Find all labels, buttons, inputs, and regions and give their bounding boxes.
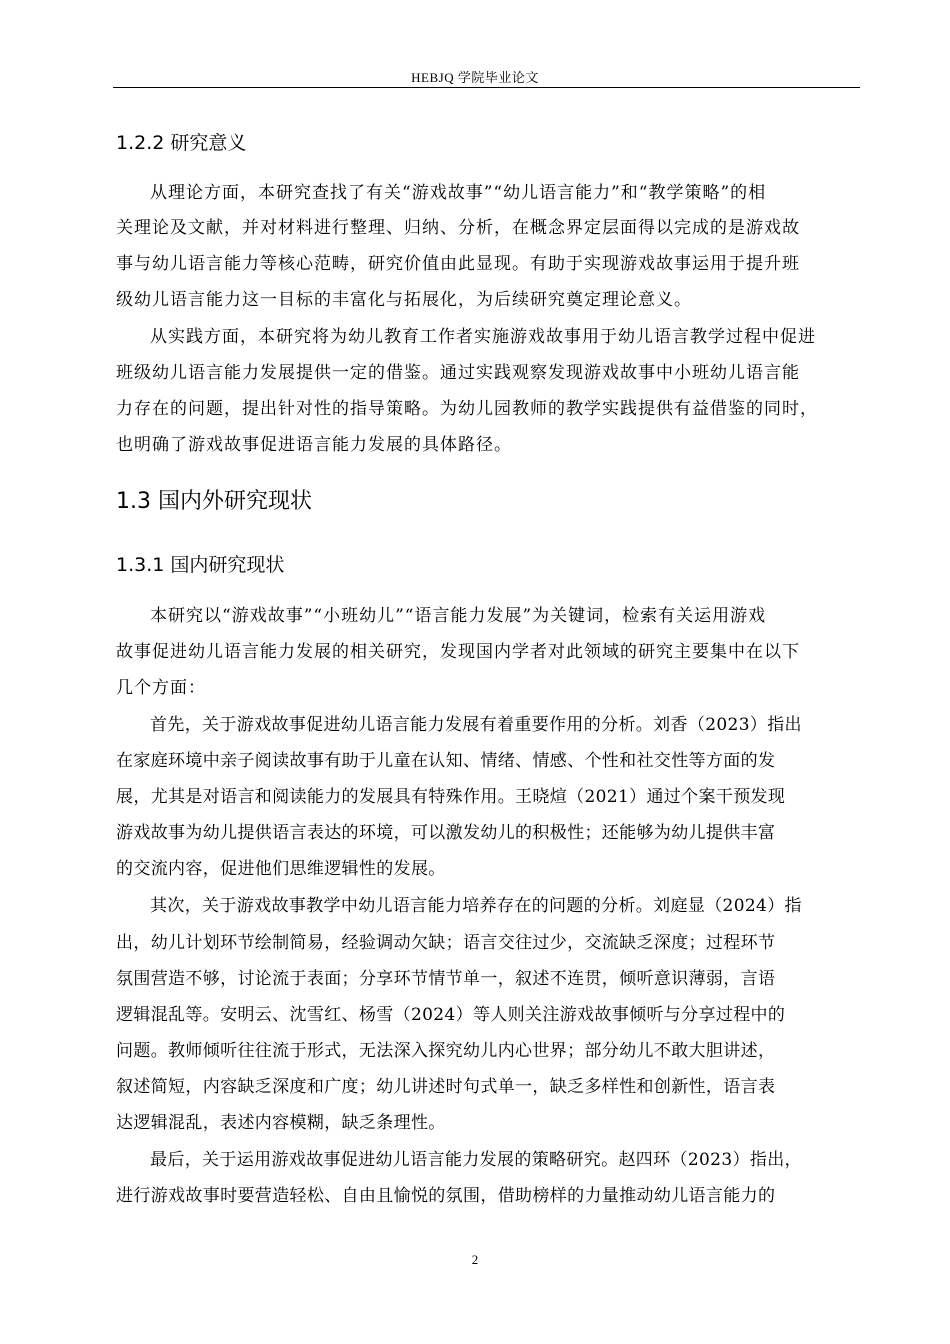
paragraph-line: 班级幼儿语言能力发展提供一定的借鉴。通过实践观察发现游戏故事中小班幼儿语言能 — [116, 363, 800, 383]
paragraph-line: 逻辑混乱等。安明云、沈雪红、杨雪（2024）等人则关注游戏故事倾听与分享过程中的 — [116, 1005, 786, 1025]
paragraph-line: 从实践方面，本研究将为幼儿教育工作者实施游戏故事用于幼儿语言教学过程中促进 — [150, 327, 816, 347]
paragraph-line: 最后，关于运用游戏故事促进幼儿语言能力发展的策略研究。赵四环（2023）指出， — [150, 1150, 802, 1170]
page-number: 2 — [471, 1252, 479, 1267]
paragraph-line: 的交流内容，促进他们思维逻辑性的发展。 — [116, 859, 446, 879]
paragraph-line: 事与幼儿语言能力等核心范畴，研究价值由此显现。有助于实现游戏故事运用于提升班 — [116, 254, 800, 274]
heading-1-3: 1.3 国内外研究现状 — [116, 489, 312, 514]
paragraph-line: 首先，关于游戏故事促进幼儿语言能力发展有着重要作用的分析。刘香（2023）指出 — [150, 715, 802, 735]
paragraph-line: 从理论方面，本研究查找了有关“游戏故事”“幼儿语言能力”和“教学策略”的相 — [150, 183, 767, 203]
heading-1-2-2: 1.2.2 研究意义 — [116, 132, 247, 154]
paragraph-line: 展，尤其是对语言和阅读能力的发展具有特殊作用。王晓煊（2021）通过个案干预发现 — [116, 787, 786, 807]
paragraph-line: 也明确了游戏故事促进语言能力发展的具体路径。 — [116, 435, 512, 455]
paragraph-line: 氛围营造不够，讨论流于表面；分享环节情节单一，叙述不连贯，倾听意识薄弱，言语 — [116, 969, 776, 989]
paragraph-line: 关理论及文献，并对材料进行整理、归纳、分析，在概念界定层面得以完成的是游戏故 — [116, 218, 800, 238]
paragraph-line: 本研究以“游戏故事”“小班幼儿”“语言能力发展”为关键词，检索有关运用游戏 — [150, 606, 767, 626]
paragraph-line: 问题。教师倾听往往流于形式，无法深入探究幼儿内心世界；部分幼儿不敢大胆讲述， — [116, 1041, 776, 1061]
paragraph-line: 几个方面： — [116, 678, 206, 698]
paragraph-line: 故事促进幼儿语言能力发展的相关研究，发现国内学者对此领域的研究主要集中在以下 — [116, 642, 800, 662]
header-divider — [113, 87, 860, 88]
paragraph-line: 达逻辑混乱，表述内容模糊，缺乏条理性。 — [116, 1113, 446, 1133]
paragraph-line: 游戏故事为幼儿提供语言表达的环境，可以激发幼儿的积极性；还能够为幼儿提供丰富 — [116, 823, 776, 843]
paragraph-line: 叙述简短，内容缺乏深度和广度；幼儿讲述时句式单一，缺乏多样性和创新性，语言表 — [116, 1077, 776, 1097]
heading-1-3-1: 1.3.1 国内研究现状 — [116, 554, 285, 576]
paragraph-line: 进行游戏故事时要营造轻松、自由且愉悦的氛围，借助榜样的力量推动幼儿语言能力的 — [116, 1186, 776, 1206]
paragraph-line: 其次，关于游戏故事教学中幼儿语言能力培养存在的问题的分析。刘庭显（2024）指 — [150, 896, 802, 916]
paragraph-line: 力存在的问题，提出针对性的指导策略。为幼儿园教师的教学实践提供有益借鉴的同时， — [116, 399, 818, 419]
paragraph-line: 出，幼儿计划环节绘制简易，经验调动欠缺；语言交往过少，交流缺乏深度；过程环节 — [116, 933, 776, 953]
page-header-title: HEBJQ 学院毕业论文 — [411, 70, 539, 85]
paragraph-line: 级幼儿语言能力这一目标的丰富化与拓展化，为后续研究奠定理论意义。 — [116, 290, 692, 310]
paragraph-line: 在家庭环境中亲子阅读故事有助于儿童在认知、情绪、情感、个性和社交性等方面的发 — [116, 751, 776, 771]
